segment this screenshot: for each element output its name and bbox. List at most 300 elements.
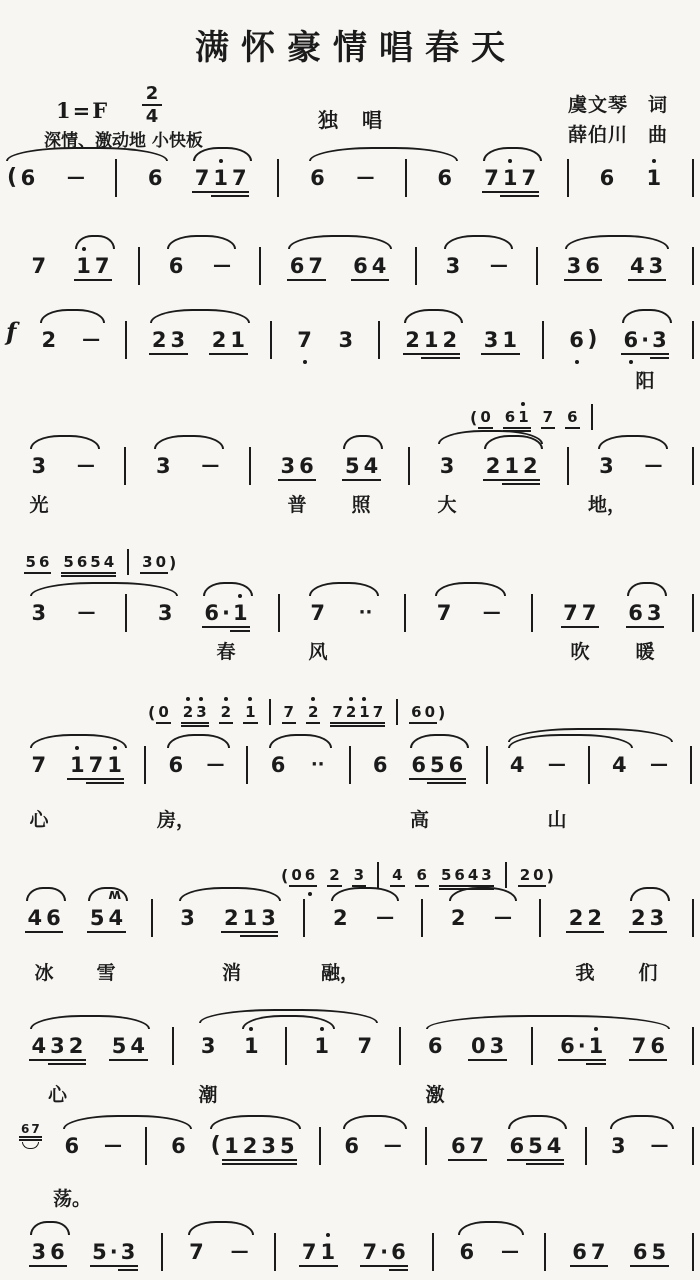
barline (270, 321, 272, 359)
slur-arc (269, 734, 332, 748)
note-cell: 6 4 (352, 253, 388, 279)
octave-dot-above (362, 697, 366, 701)
barline (269, 699, 271, 725)
dash-extension: — (644, 455, 663, 476)
note-cell: 5 6 4 3 (440, 866, 493, 885)
cue-phrase (25, 549, 178, 575)
lyric: 们 (638, 962, 658, 984)
slur-arc (30, 1015, 150, 1029)
staff-line (20, 1121, 694, 1166)
barline (246, 746, 248, 784)
slur-arc (343, 435, 383, 449)
note-cell: 3 0 ) (142, 552, 177, 572)
slur-arc (598, 435, 668, 449)
note-cell: 7 (357, 1034, 373, 1058)
system-6 (0, 695, 700, 840)
lyric: 光 (29, 494, 49, 516)
system-2 (0, 226, 700, 306)
slur-arc (630, 887, 670, 901)
close-paren: ) (438, 702, 446, 722)
note-cell: 6 1 (504, 408, 530, 427)
barline (278, 594, 280, 632)
note-cell: 3 (445, 254, 461, 278)
note-cell: 5 4 (110, 1033, 146, 1059)
barline (161, 1233, 163, 1271)
barline (259, 247, 261, 285)
note-cell: 3 (31, 601, 47, 625)
slur-arc (627, 582, 667, 596)
barline (249, 447, 251, 485)
dash-extension: — (66, 167, 85, 188)
note-cell: 7 2 1 7 (331, 703, 384, 722)
note-cell: 1 (313, 1033, 331, 1059)
slur-arc (404, 309, 463, 323)
note-cell: 6 (310, 166, 325, 190)
grace-tie-icon (22, 1142, 39, 1149)
slur-arc (88, 887, 128, 901)
note-cell: 2 (307, 703, 319, 722)
note-cell: 6 7 (288, 253, 324, 279)
note-cell: 7 (436, 601, 452, 625)
slur-arc (331, 887, 399, 901)
slur-arc (610, 1115, 674, 1129)
note-cell: 5 6 5 4 (62, 553, 115, 572)
octave-dot-below (308, 892, 312, 896)
note-cell: 2 3 (182, 703, 208, 722)
barline (588, 746, 590, 784)
lyric: 心 (47, 1084, 68, 1106)
slur-arc (40, 309, 105, 323)
barline (138, 247, 140, 285)
cue-phrase (469, 404, 593, 430)
slur-arc (193, 147, 252, 161)
system-9 (0, 1100, 700, 1210)
note-cell: 6 0 ) (411, 702, 446, 722)
lyric: 冰 (34, 962, 54, 984)
note-cell: 3 6 (30, 1239, 66, 1265)
note-cell: 3 6 (279, 453, 315, 479)
lyric: 大 (437, 494, 457, 516)
staff-line (30, 246, 694, 286)
dash-extension: — (104, 1135, 122, 1156)
slur-arc (622, 309, 672, 323)
slur-arc (150, 309, 250, 323)
octave-dot-above (311, 697, 315, 701)
barline (692, 594, 694, 632)
octave-dot-above (248, 697, 252, 701)
lyric: 我 (575, 962, 595, 984)
barline (277, 159, 279, 197)
barline (692, 447, 694, 485)
note-cell: 6 (566, 408, 578, 427)
dash-extension: — (489, 255, 508, 276)
song-title: 满怀豪情唱春天 (195, 28, 517, 68)
slur-arc (458, 1221, 524, 1235)
staff-line (26, 887, 694, 938)
dash-extension: ·· (310, 754, 325, 775)
octave-dot-below (303, 360, 307, 364)
lyric: 融， (320, 962, 360, 984)
note-cell: 6 · 3 (622, 327, 668, 353)
lyric: 雪 (96, 962, 116, 984)
barline (536, 247, 538, 285)
note-cell: 4 (612, 753, 627, 777)
dash-extension: — (500, 1241, 519, 1262)
note-cell: 1 (244, 703, 256, 722)
barline (404, 594, 406, 632)
barline (692, 247, 694, 285)
system-1 (0, 140, 700, 230)
barline (127, 549, 129, 575)
system-10 (0, 1210, 700, 1280)
staff-line (30, 745, 692, 785)
note-cell: 2 3 (150, 327, 186, 353)
note-cell: 6 (427, 1034, 443, 1058)
slur-arc (410, 734, 469, 748)
credit-lyricist: 虞文琴 词 (567, 94, 668, 116)
note-cell: 2 (450, 906, 466, 930)
note-cell: 6 (437, 166, 453, 190)
note-cell: 7 6 (630, 1033, 666, 1059)
cue-phrase (147, 699, 446, 725)
barline (692, 159, 694, 197)
octave-dot-above (186, 697, 190, 701)
open-paren: ( (7, 165, 18, 190)
note-cell: 2 1 2 (404, 327, 459, 353)
octave-dot-above (224, 697, 228, 701)
note-cell: ( 0 (470, 407, 491, 427)
note-cell: 4 (509, 753, 525, 777)
note-cell: 1 (645, 165, 663, 191)
note-cell: 3 (599, 454, 614, 478)
note-cell: 5 4 ʍ (88, 905, 124, 931)
slur-arc (167, 734, 230, 748)
note-cell: 2 (220, 703, 232, 722)
note-cell: 7 (31, 753, 47, 777)
barline (274, 1233, 276, 1271)
barline (539, 899, 541, 937)
slur-arc (30, 582, 178, 596)
dash-extension: — (213, 255, 231, 276)
lyric: 心 (29, 809, 49, 831)
note-cell: 2 0 ) (519, 865, 554, 885)
note-cell: 6 5 (631, 1239, 667, 1265)
barline (378, 321, 380, 359)
time-signature-top: 2 (145, 83, 159, 104)
note-cell: 6 (168, 254, 184, 278)
barline (692, 1127, 694, 1165)
note-cell: 2 1 (210, 327, 246, 353)
barline (544, 1233, 546, 1271)
note-cell: 4 6 (26, 905, 62, 931)
lyric: 潮 (198, 1084, 218, 1106)
dash-extension: — (206, 754, 225, 775)
note-cell: 2 1 2 (484, 453, 539, 479)
barline (692, 1027, 694, 1065)
note-cell: 6 (599, 166, 615, 190)
system-8 (0, 1002, 700, 1106)
open-paren: ( (210, 1133, 221, 1158)
close-paren: ) (587, 327, 598, 352)
slur-arc (26, 887, 66, 901)
note-cell: 6 5 6 (410, 752, 465, 778)
slur-arc (30, 435, 100, 449)
note-cell: 6 · 1 (203, 600, 249, 626)
barline (692, 321, 694, 359)
note-cell: 6 ) (568, 327, 599, 353)
barline (151, 899, 153, 937)
barline (591, 404, 593, 430)
note-cell: 7 1 7 (483, 165, 538, 191)
slur-arc (288, 235, 392, 249)
note-cell: 2 (41, 328, 57, 352)
octave-dot-above (521, 402, 525, 406)
note-cell: 5 · 3 (91, 1239, 137, 1265)
note-cell: 1 7 (75, 253, 111, 279)
lyric: 照 (351, 494, 371, 516)
lyric: 消 (222, 962, 242, 984)
slur-arc (154, 435, 224, 449)
slur-arc (30, 734, 127, 748)
barline (349, 746, 351, 784)
note-cell: 6 7 (571, 1239, 607, 1265)
dash-extension: — (82, 329, 101, 350)
lyric: 房， (156, 809, 196, 831)
note-cell: 6 (147, 166, 163, 190)
note-cell: 5 4 (343, 453, 379, 479)
staff-line (30, 446, 694, 486)
slur-arc (63, 1115, 192, 1129)
slur-arc (179, 887, 281, 901)
system-5 (0, 545, 700, 680)
barline (125, 321, 127, 359)
note-cell: 6 (270, 753, 286, 777)
octave-dot-above (349, 697, 353, 701)
note-cell: 3 (155, 454, 171, 478)
barline (125, 594, 127, 632)
barline (505, 862, 507, 888)
staff-line (30, 1232, 694, 1272)
note-cell: 6 (171, 1134, 186, 1158)
barline (408, 447, 410, 485)
note-cell: 2 (328, 866, 340, 885)
note-cell: 1 (242, 1033, 260, 1059)
lyric: 春 (216, 641, 236, 663)
barline (405, 159, 407, 197)
slur-arc (483, 147, 542, 161)
lyric: 暖 (635, 641, 655, 663)
slur-arc (167, 235, 236, 249)
note-cell: 3 (157, 601, 173, 625)
dash-extension: — (376, 907, 395, 928)
voice-label: 独唱 (318, 108, 406, 132)
lyric: 荡。 (52, 1188, 92, 1210)
key-signature: 1=F (56, 98, 110, 123)
note-cell: 6 (64, 1134, 80, 1158)
slur-arc (426, 1015, 670, 1029)
dash-extension: — (547, 754, 566, 775)
slur-arc (309, 147, 458, 161)
staff-line (30, 1026, 694, 1066)
note-cell: 2 2 (567, 905, 603, 931)
barline (692, 1233, 694, 1271)
note-cell: 4 3 (629, 253, 665, 279)
note-cell: 7 (283, 703, 295, 722)
note-cell: ( 6 (7, 165, 36, 190)
slur-arc (435, 582, 506, 596)
note-cell: 3 (200, 1034, 216, 1058)
lyric: 普 (287, 494, 307, 516)
slur-arc (508, 1115, 567, 1129)
octave-dot-below (629, 360, 633, 364)
slur-arc (309, 582, 379, 596)
barline (415, 247, 417, 285)
open-paren: ( (470, 407, 478, 427)
open-paren: ( (281, 865, 289, 885)
note-cell: 3 (31, 454, 47, 478)
note-cell: 7 (31, 254, 47, 278)
lyric: 激 (425, 1084, 445, 1106)
note-cell: 6 (168, 753, 184, 777)
barline (531, 594, 533, 632)
note-cell: 0 3 (469, 1033, 505, 1059)
barline (542, 321, 544, 359)
octave-dot-below (575, 360, 579, 364)
slur-arc (210, 1115, 301, 1129)
note-cell: ( 0 (148, 702, 169, 722)
slur-arc (6, 147, 168, 161)
grace-notes: 6 7 (20, 1122, 41, 1149)
lyric: 高 (410, 809, 430, 831)
note-cell: 6 · 1 (559, 1033, 605, 1059)
lyric: 风 (308, 641, 328, 663)
note-cell: 6 (416, 866, 428, 885)
dash-extension: — (77, 602, 96, 623)
barline (285, 1027, 287, 1065)
note-cell: ( 1 2 3 5 (210, 1133, 297, 1159)
note-cell: 7 (296, 327, 314, 353)
note-cell: 7 · 6 (361, 1239, 407, 1265)
dash-extension: — (76, 455, 95, 476)
time-signature-bottom: 4 (145, 106, 159, 127)
note-cell: 6 3 (627, 600, 663, 626)
close-paren: ) (546, 865, 554, 885)
note-cell: 4 (391, 866, 403, 885)
note-cell: 3 (611, 1134, 626, 1158)
staff-line (6, 317, 694, 360)
note-cell: 2 (332, 906, 348, 930)
system-4 (0, 400, 700, 530)
tempo-marking: 深情、激动地 小快板 (44, 131, 203, 151)
octave-dot-above (652, 159, 656, 163)
open-paren: ( (148, 702, 156, 722)
barline (567, 159, 569, 197)
close-paren: ) (169, 552, 177, 572)
dash-extension: — (230, 1241, 249, 1262)
barline (145, 1127, 147, 1165)
barline (585, 1127, 587, 1165)
dash-extension: — (383, 1135, 402, 1156)
note-cell: 3 (180, 906, 195, 930)
lyric: 吹 (570, 641, 590, 663)
staff-line (6, 158, 694, 198)
cue-phrase (280, 862, 555, 888)
barline (567, 447, 569, 485)
note-cell: 7 7 (562, 600, 598, 626)
barline (421, 899, 423, 937)
barline (124, 447, 126, 485)
note-cell: 3 (338, 328, 354, 352)
note-cell: 5 6 (25, 553, 51, 572)
barline (432, 1233, 434, 1271)
dash-extension: — (356, 167, 375, 188)
note-cell: 7 1 7 (193, 165, 248, 191)
note-cell: 6 (344, 1134, 359, 1158)
barline (172, 1027, 174, 1065)
slur-arc (188, 1221, 254, 1235)
barline (144, 746, 146, 784)
mordent-icon: ʍ (108, 887, 121, 903)
barline (319, 1127, 321, 1165)
dash-extension: — (650, 754, 668, 775)
barline (396, 699, 398, 725)
note-cell: 4 3 2 (30, 1033, 85, 1059)
lyric: 山 (547, 809, 567, 831)
note-cell: 6 (459, 1240, 475, 1264)
barline (425, 1127, 427, 1165)
barline (115, 159, 117, 197)
octave-dot-above (199, 697, 203, 701)
note-cell: 3 6 (565, 253, 601, 279)
slur-arc (444, 235, 513, 249)
staff-line (30, 593, 694, 633)
note-cell: 6 (372, 753, 388, 777)
note-cell: ( 0 6 (280, 866, 316, 885)
slur-arc (75, 235, 115, 249)
note-cell: 7 (542, 408, 554, 427)
barline (690, 746, 692, 784)
lyric: 地， (587, 494, 627, 516)
slur-arc (449, 887, 517, 901)
dash-extension: ·· (358, 602, 373, 623)
note-cell: 6 7 (449, 1133, 485, 1159)
slur-arc (565, 235, 669, 249)
dynamic-marking: f (6, 317, 17, 346)
credit-composer: 薛伯川 曲 (567, 124, 668, 146)
slur-arc (30, 1221, 70, 1235)
note-cell: 1 7 1 (68, 752, 123, 778)
barline (303, 899, 305, 937)
note-cell: 7 (189, 1240, 204, 1264)
octave-dot-above (326, 1233, 330, 1237)
note-cell: 3 1 (482, 327, 518, 353)
note-cell: 2 3 (630, 905, 666, 931)
system-7 (0, 858, 700, 998)
note-cell: 2 1 3 (222, 905, 277, 931)
barline (692, 899, 694, 937)
note-cell: 6 5 4 (508, 1133, 563, 1159)
dash-extension: — (482, 602, 501, 623)
slur-arc (203, 582, 253, 596)
note-cell: 7 1 (300, 1239, 336, 1265)
barline (486, 746, 488, 784)
note-cell: 3 (353, 866, 365, 885)
dash-extension: — (201, 455, 220, 476)
slur-arc (343, 1115, 407, 1129)
note-cell: 3 (439, 454, 455, 478)
lyric: 阳 (635, 370, 655, 392)
note-cell: 7 (310, 601, 326, 625)
